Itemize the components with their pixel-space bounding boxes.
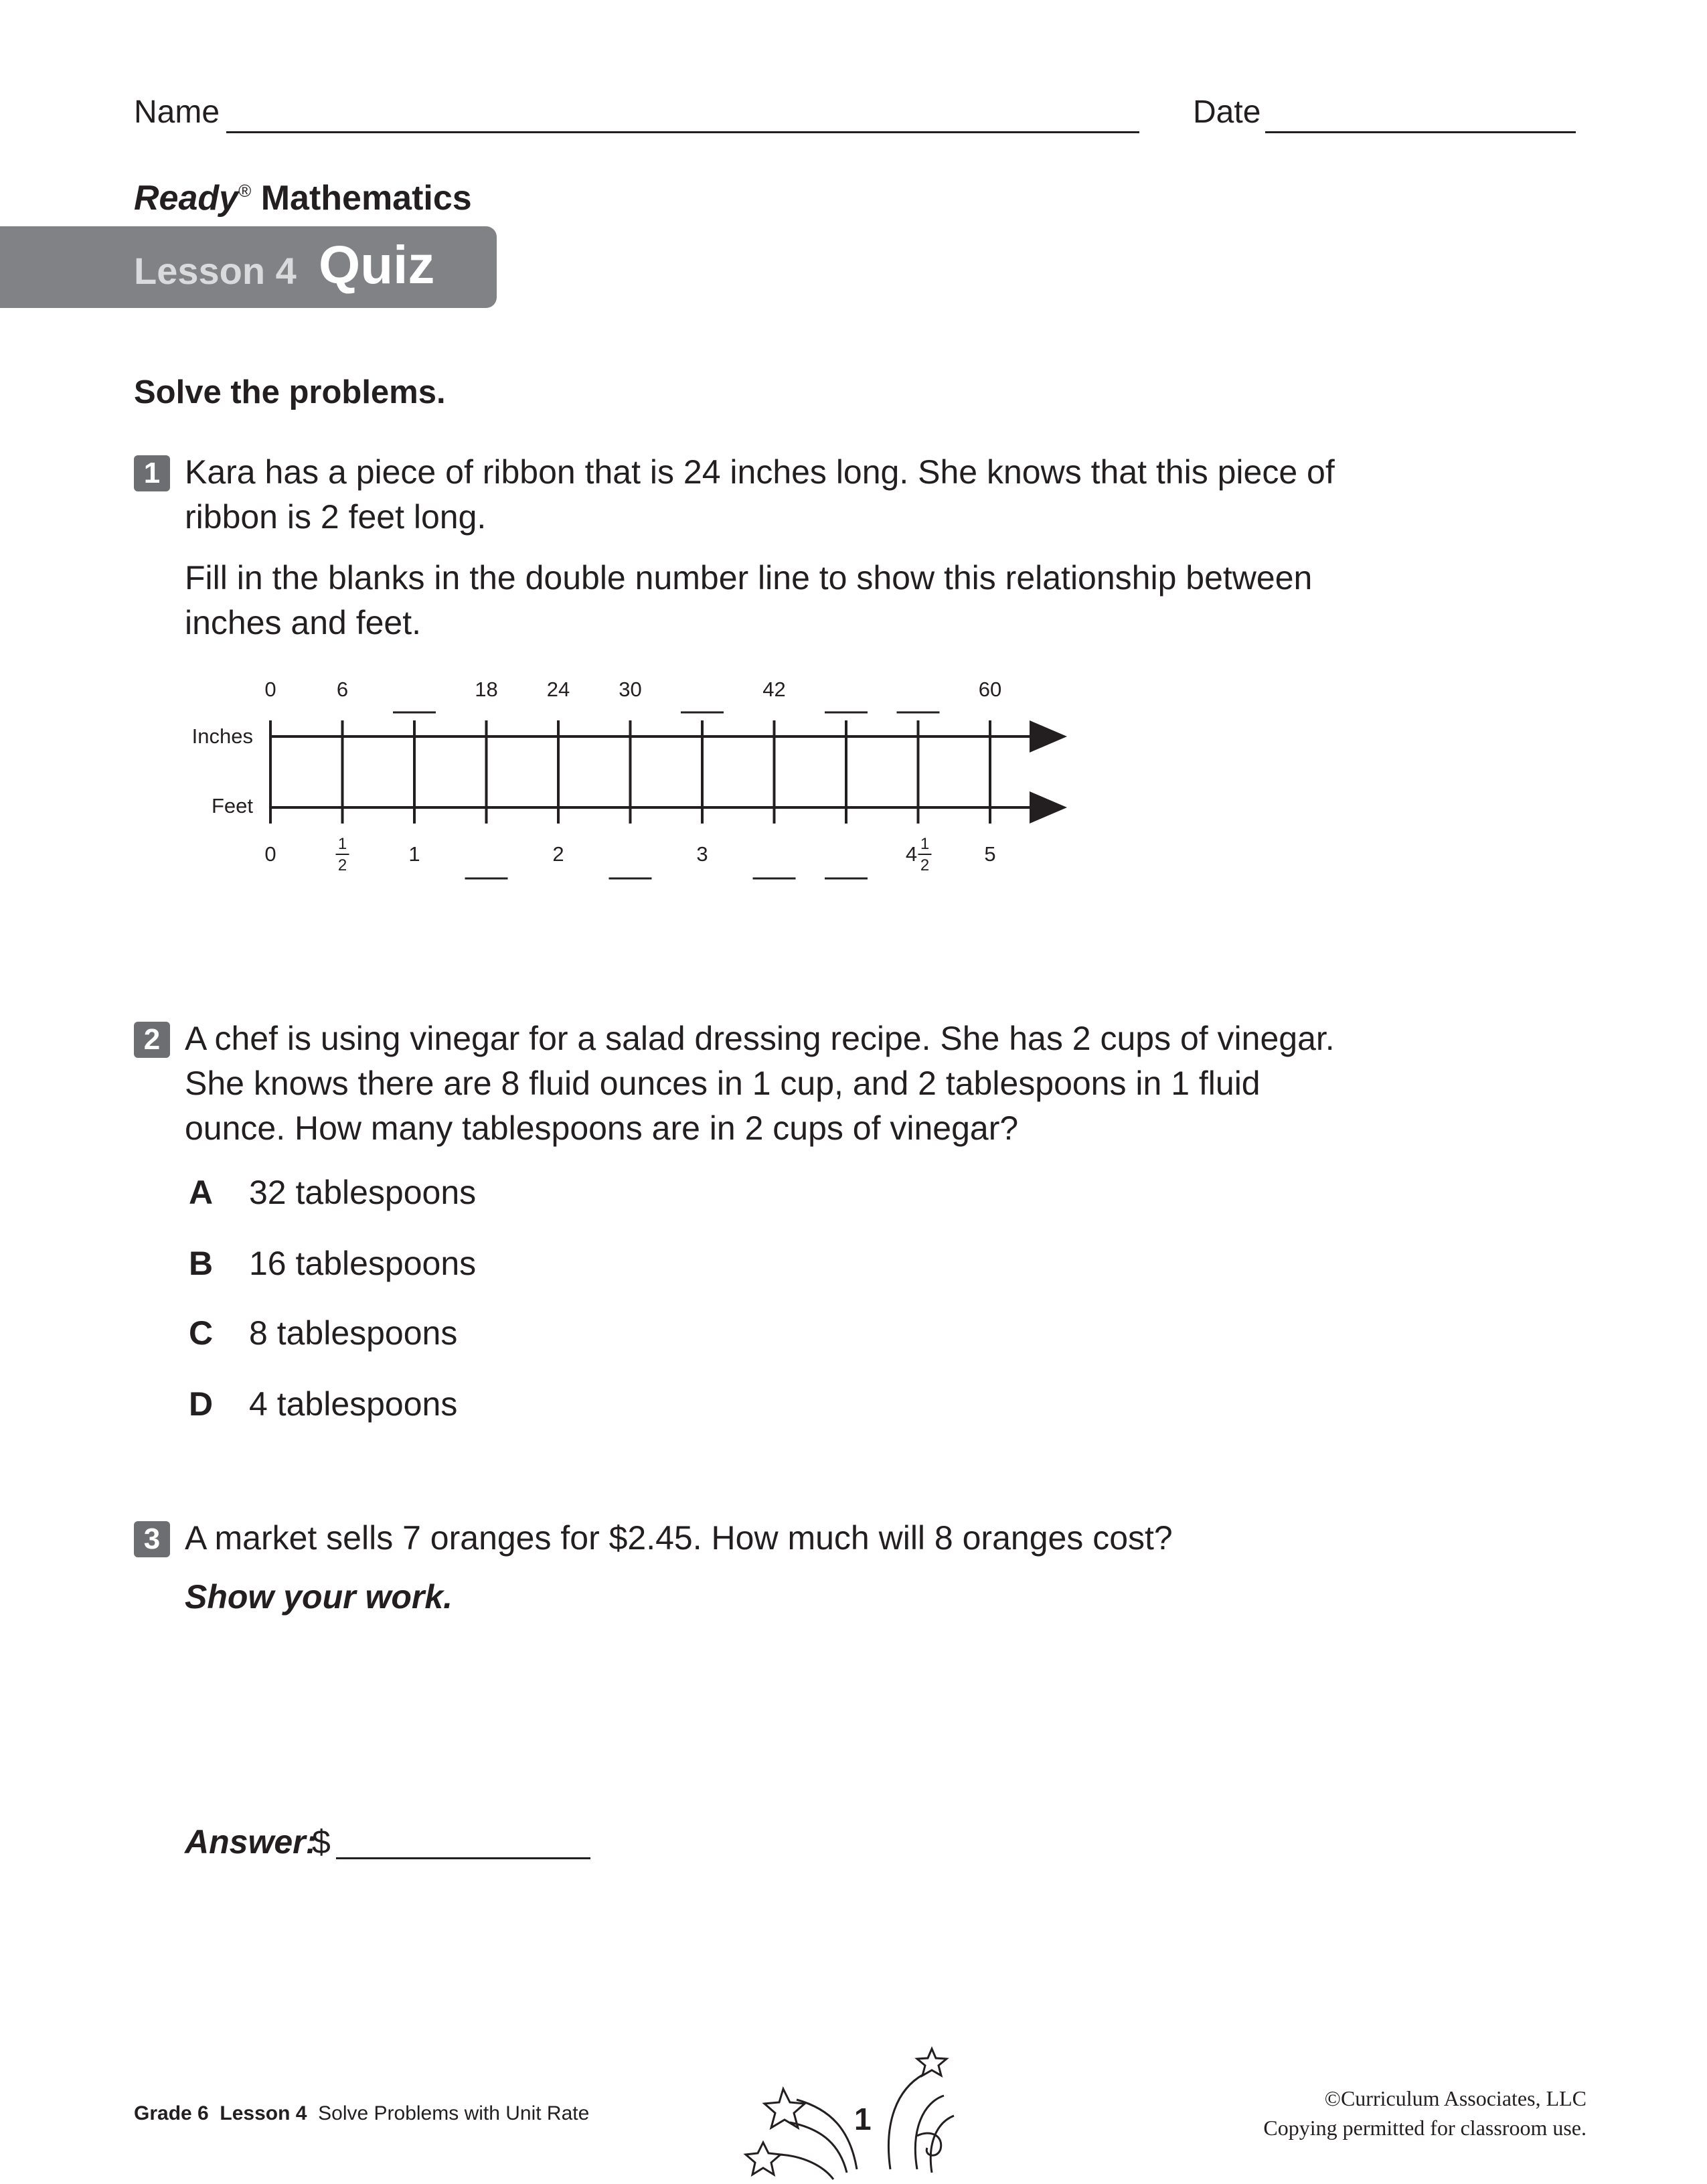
question-2-text: A chef is using vinegar for a salad dressing recipe. She has 2 cups of vinegar. She knows there are 8 fluid ounces in 1 cup, and 2 tablespoons in 1 fluid ounce. How many tablespoons are in 2 cups of vinegar? (185, 1020, 1335, 1147)
feet-frac-num-9: 1 (920, 835, 930, 853)
feet-label-0: 0 (264, 842, 276, 866)
question-3-text: A market sells 7 oranges for $2.45. How much will 8 oranges cost? (185, 1519, 1173, 1557)
question-1-instruction: Fill in the blanks in the double number line to show this relationship between inches and feet. (185, 559, 1313, 641)
show-work-label: Show your work. (185, 1578, 453, 1616)
feet-label-6: 3 (696, 842, 708, 866)
question-1-text: Kara has a piece of ribbon that is 24 inches long. She knows that this piece of ribbon is 2 feet long. (185, 453, 1335, 536)
name-label: Name (134, 94, 220, 130)
feet-label-4: 2 (552, 842, 564, 866)
feet-label-10: 5 (984, 842, 996, 866)
inches-label-3: 18 (475, 678, 498, 701)
footer-course: Grade 6 Lesson 4 Solve Problems with Unit Rate (134, 2102, 590, 2124)
feet-label-9: 4 (905, 842, 918, 866)
date-label: Date (1193, 94, 1261, 130)
name-input-line[interactable] (226, 99, 1139, 133)
lesson-label: Lesson 4 (134, 250, 297, 292)
inches-label-1: 6 (336, 678, 349, 701)
inches-label-7: 42 (762, 678, 786, 701)
footer-copyright: ©Curriculum Associates, LLC Copying permitted for classroom use. (1263, 2086, 1587, 2140)
question-number-2: 2 (134, 1022, 170, 1058)
page-number: 1 (854, 2102, 872, 2136)
double-number-line (174, 670, 1111, 897)
feet-frac-den-9: 2 (920, 856, 930, 874)
instructions: Solve the problems. (134, 374, 446, 410)
inches-label-5: 30 (619, 678, 642, 701)
feet-label-2: 1 (408, 842, 420, 866)
inches-label-0: 0 (264, 678, 276, 701)
lesson-title: Quiz (319, 235, 435, 295)
inches-label-4: 24 (546, 678, 570, 701)
date-input-line[interactable] (1265, 99, 1576, 133)
question-number-1: 1 (134, 455, 170, 491)
answer-label: Answer: (185, 1823, 317, 1861)
inches-label-10: 60 (978, 678, 1002, 701)
question-number-3: 3 (134, 1521, 170, 1557)
currency-symbol: $ (312, 1823, 331, 1861)
feet-axis-label: Feet (211, 794, 253, 817)
inches-axis-label: Inches (191, 724, 253, 748)
feet-frac-den-1: 2 (337, 856, 347, 874)
feet-frac-num-1: 1 (337, 835, 347, 853)
brand-title: Ready® Mathematics (134, 179, 472, 218)
answer-input-line[interactable] (336, 1824, 590, 1859)
